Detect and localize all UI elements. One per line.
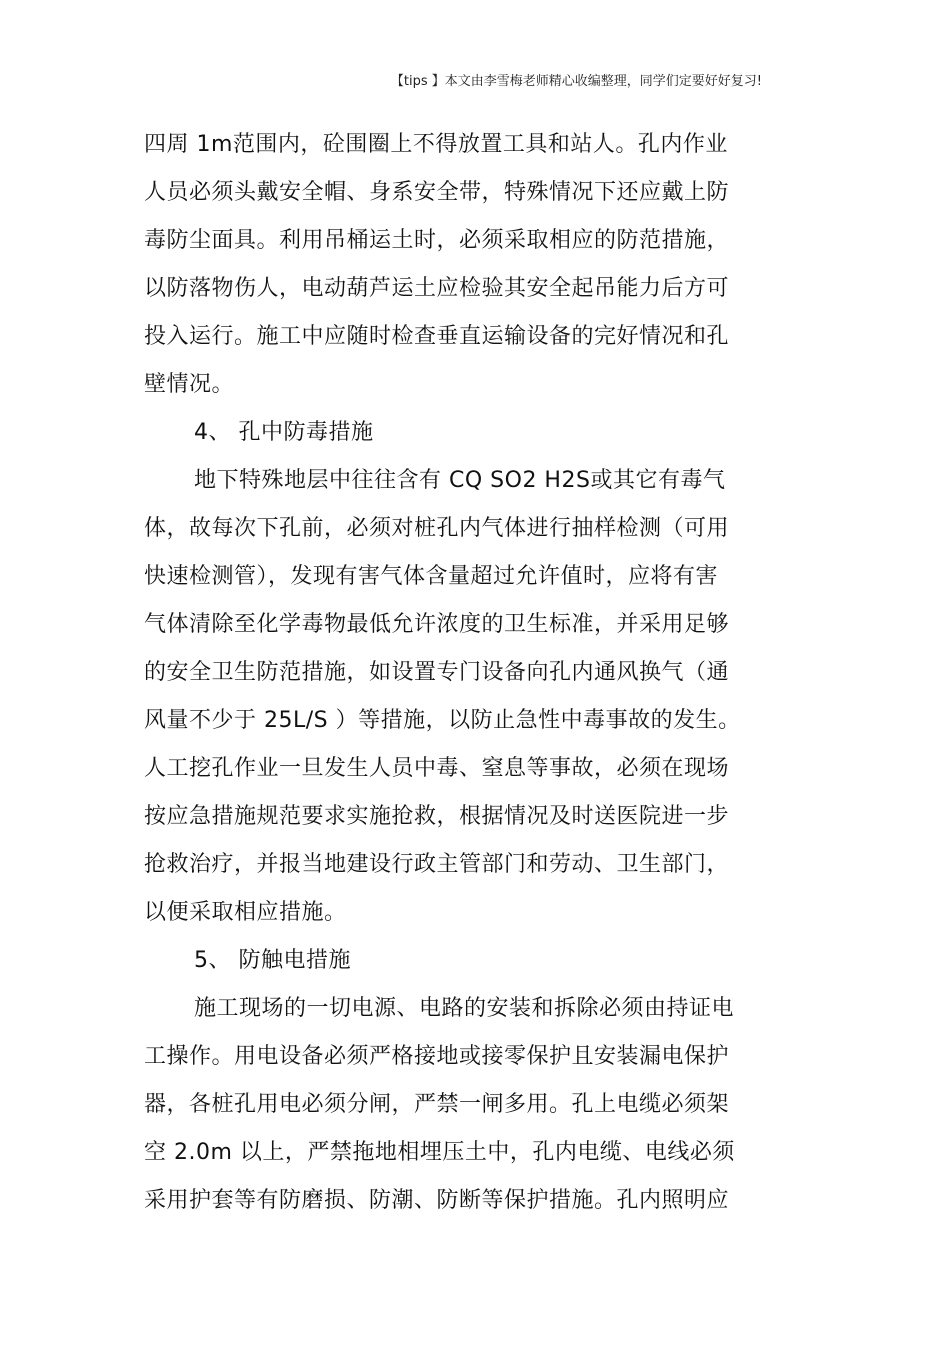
text-line: 施工现场的一切电源、电路的安装和拆除必须由持证电 [194, 996, 735, 1021]
section-heading: 4、 孔中防毒措施 [194, 420, 374, 445]
text-line: 工操作。用电设备必须严格接地或接零保护且安装漏电保护 [144, 1044, 730, 1069]
text-line: 采用护套等有防磨损、防潮、防断等保护措施。孔内照明应 [144, 1188, 730, 1213]
text-line: 抢救治疗，并报当地建设行政主管部门和劳动、卫生部门， [144, 852, 730, 877]
text-line: 体，故每次下孔前，必须对桩孔内气体进行抽样检测（可用 [144, 516, 730, 541]
text-line: 气体清除至化学毒物最低允许浓度的卫生标准，并采用足够 [144, 612, 730, 637]
text-line: 毒防尘面具。利用吊桶运土时，必须采取相应的防范措施， [144, 228, 730, 253]
text-line: 以防落物伤人，电动葫芦运土应检验其安全起吊能力后方可 [144, 276, 730, 301]
text-line: 地下特殊地层中往往含有 CQ SO2 H2S或其它有毒气 [194, 468, 726, 493]
section-heading: 5、 防触电措施 [194, 948, 351, 973]
text-line: 投入运行。施工中应随时检查垂直运输设备的完好情况和孔 [144, 324, 730, 349]
text-line: 四周 1m范围内，砼围圈上不得放置工具和站人。孔内作业 [144, 132, 728, 157]
text-line: 人员必须头戴安全帽、身系安全带，特殊情况下还应戴上防 [144, 180, 730, 205]
text-line: 壁情况。 [144, 372, 235, 397]
text-line: 人工挖孔作业一旦发生人员中毒、窒息等事故，必须在现场 [144, 756, 730, 781]
text-line: 空 2.0m 以上，严禁拖地相埋压土中，孔内电缆、电线必须 [144, 1140, 735, 1165]
text-line: 以便采取相应措施。 [144, 900, 347, 925]
text-line: 器，各桩孔用电必须分闸，严禁一闸多用。孔上电缆必须架 [144, 1092, 730, 1117]
text-line: 按应急措施规范要求实施抢救，根据情况及时送医院进一步 [144, 804, 730, 829]
text-line: 的安全卫生防范措施，如设置专门设备向孔内通风换气（通 [144, 660, 730, 685]
text-line: 风量不少于 25L/S ）等措施，以防止急性中毒事故的发生。 [144, 708, 741, 733]
text-line: 快速检测管），发现有害气体含量超过允许值时，应将有害 [144, 564, 719, 589]
header-tip: 【tips 】本文由李雪梅老师精心收编整理，同学们定要好好复习! [390, 74, 762, 89]
